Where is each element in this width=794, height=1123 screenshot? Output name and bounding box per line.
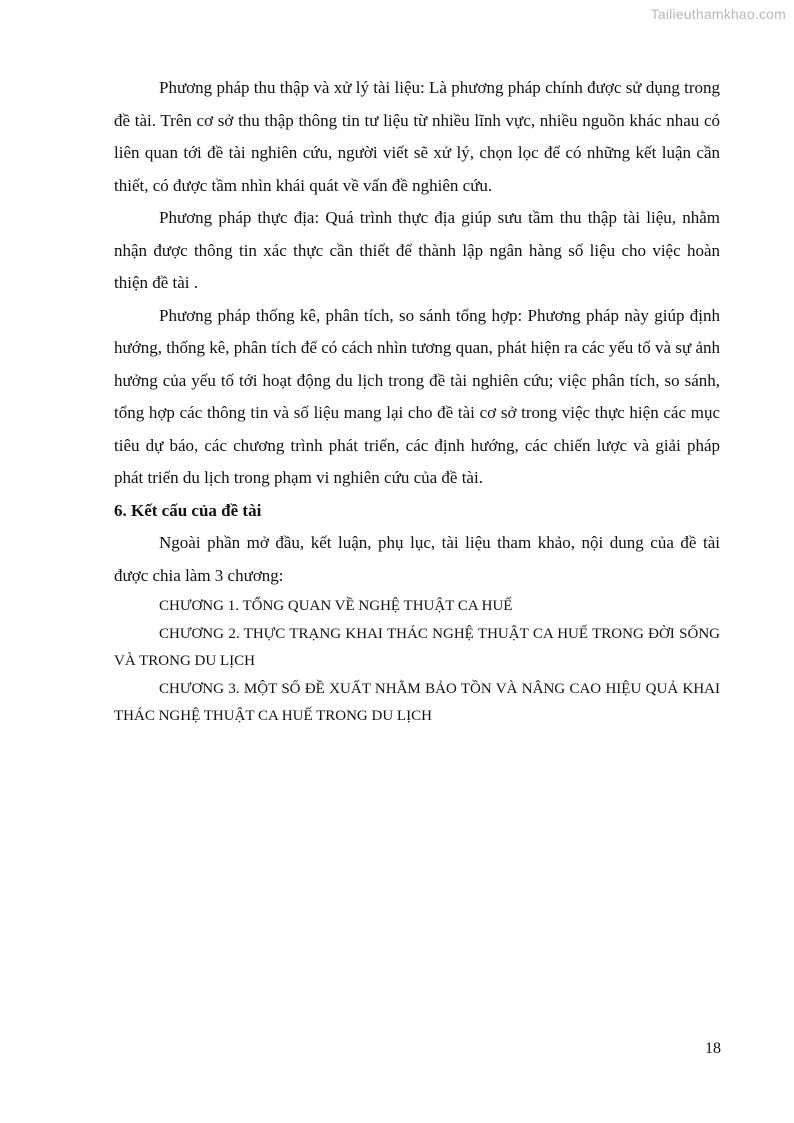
- paragraph-method-statistics: Phương pháp thống kê, phân tích, so sánh tổng hợp: Phương pháp này giúp định hướng, thống kê, phân tích để có cách nhìn tương quan, phát hiện ra các yếu tố và sự ảnh hưởng của yếu tố tới hoạt động du lịch trong đề tài nghiên cứu; việc phân tích, so sánh, tổng hợp các thông tin và số liệu mang lại cho đề tài cơ sở trong việc thực hiện các mục tiêu dự báo, các chương trình phát triển, các định hướng, các chiến lược và giải pháp phát triển du lịch trong phạm vi nghiên cứu của đề tài.: [114, 305, 720, 487]
- page-number: 18: [705, 1040, 721, 1057]
- chapter-item-3: CHƯƠNG 3. MỘT SỐ ĐỀ XUẤT NHẰM BẢO TỒN VÀ NÂNG CAO HIỆU QUẢ KHAI THÁC NGHỆ THUẬT CA HUẾ TRONG DU LỊCH: [114, 680, 720, 724]
- section-intro: Ngoài phần mở đầu, kết luận, phụ lục, tài liệu tham khảo, nội dung của đề tài được chia làm 3 chương:: [114, 533, 720, 585]
- chapter-item-2: CHƯƠNG 2. THỰC TRẠNG KHAI THÁC NGHỆ THUẬT CA HUẾ TRONG ĐỜI SỐNG VÀ TRONG DU LỊCH: [114, 625, 720, 669]
- chapter-item-1: CHƯƠNG 1. TỔNG QUAN VỀ NGHỆ THUẬT CA HUẾ: [159, 598, 513, 614]
- paragraph-method-fieldwork: Phương pháp thực địa: Quá trình thực địa giúp sưu tầm thu thập tài liệu, nhằm nhận được thông tin xác thực cần thiết để thành lập ngân hàng số liệu cho việc hoàn thiện đề tài .: [114, 208, 720, 292]
- chapter-list: [114, 593, 720, 731]
- paragraph-method-collection: Phương pháp thu thập và xử lý tài liệu: Là phương pháp chính được sử dụng trong đề tài. Trên cơ sở thu thập thông tin tư liệu từ nhiều lĩnh vực, nhiều nguồn khác nhau có liên quan tới đề tài nghiên cứu, người viết sẽ xử lý, chọn lọc để có những kết luận cần thiết, có được tầm nhìn khái quát về vấn đề nghiên cứu.: [114, 78, 720, 195]
- document-body: [114, 72, 720, 731]
- section-heading: 6. Kết cấu của đề tài: [114, 500, 262, 520]
- watermark-text: Tailieuthamkhao.com: [650, 6, 786, 22]
